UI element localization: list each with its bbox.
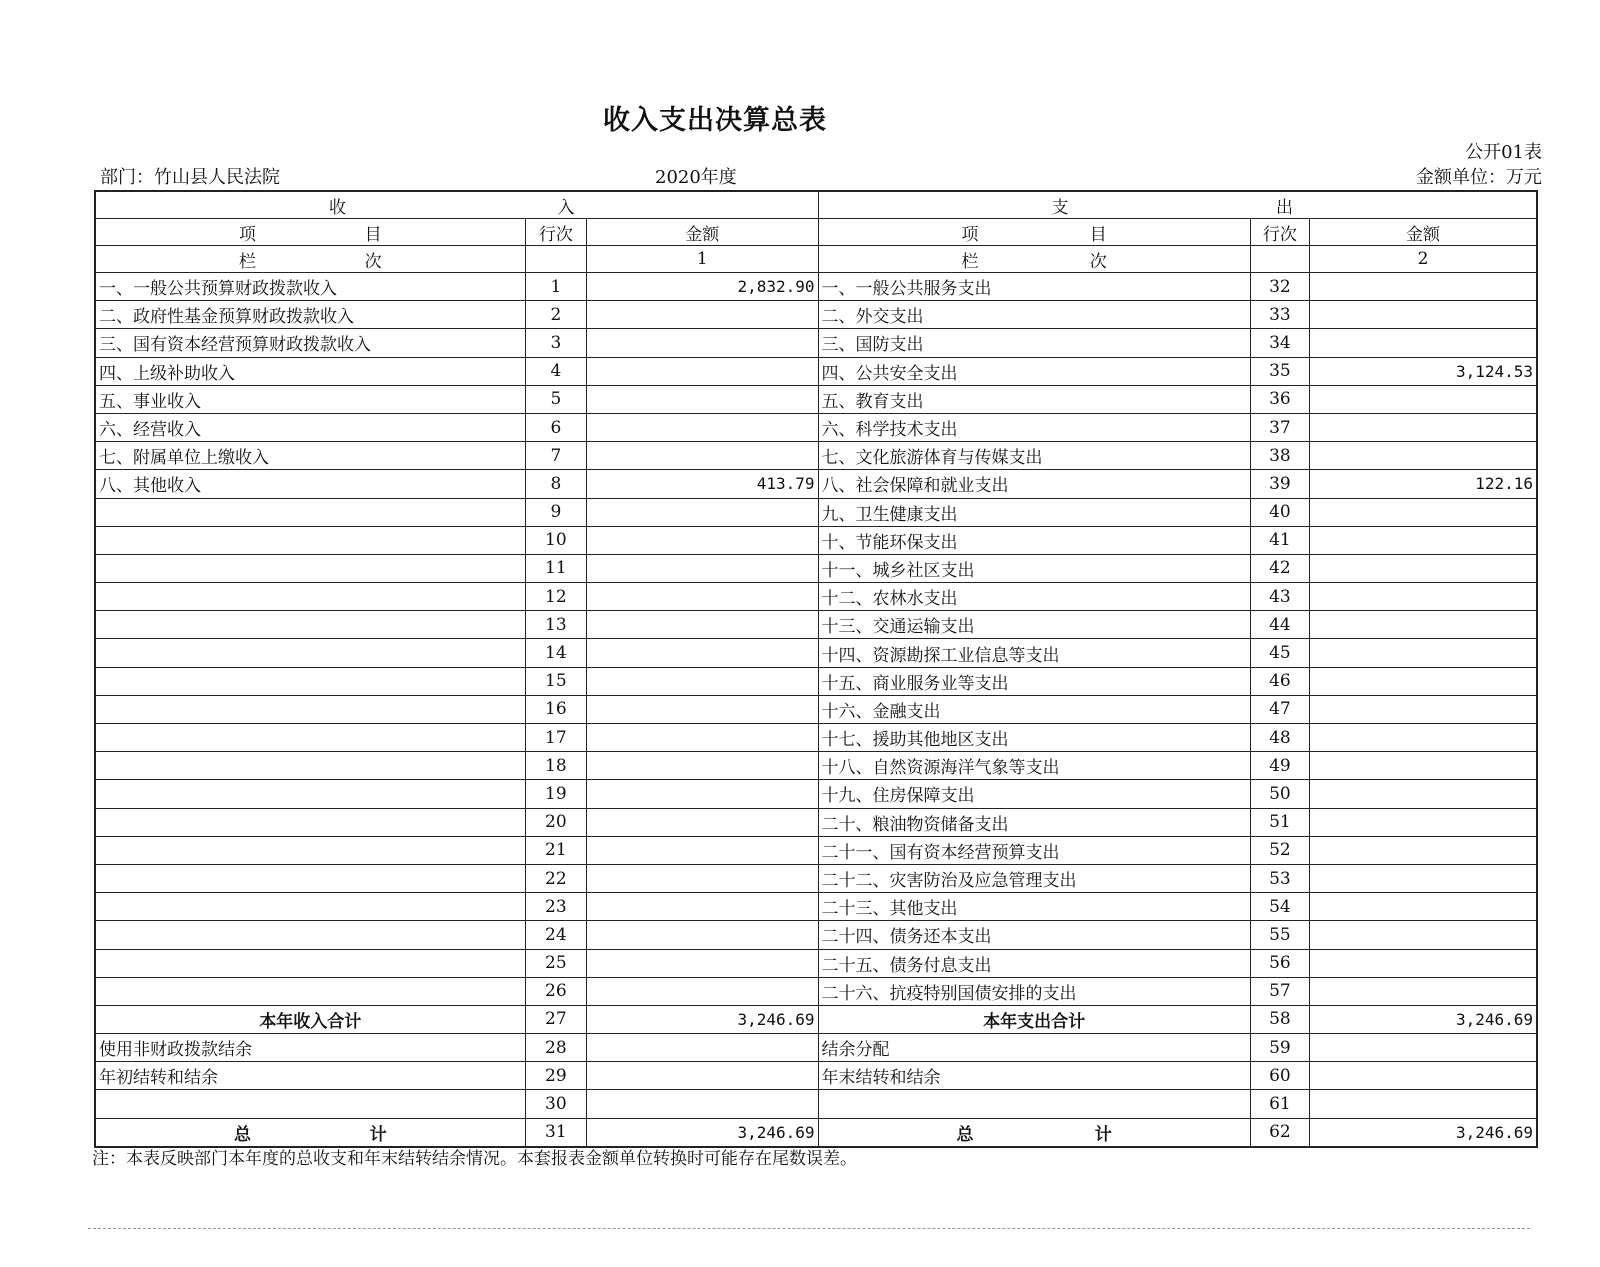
expense-total-label (818, 1118, 1250, 1147)
expense-amount-cell (1310, 385, 1537, 413)
expense-line-cell: 40 (1250, 498, 1309, 526)
expense-amount-cell (1310, 695, 1537, 723)
income-amount-cell (587, 357, 818, 385)
header-column-index-row (95, 246, 1537, 273)
income-item-header (95, 219, 525, 246)
income-amount-cell (587, 1034, 818, 1062)
table-row (95, 611, 1537, 639)
income-line-cell: 14 (525, 639, 586, 667)
expense-item-cell: 九、卫生健康支出 (818, 498, 1250, 526)
income-item-cell: 五、事业收入 (95, 385, 525, 413)
income-line-cell: 27 (525, 1005, 586, 1033)
income-line-cell: 19 (525, 780, 586, 808)
expense-item-cell: 一、一般公共服务支出 (818, 273, 1250, 301)
income-amount-cell: 413.79 (587, 470, 818, 498)
expense-amount-cell (1310, 977, 1537, 1005)
expense-amount-cell (1310, 301, 1537, 329)
expense-item-cell: 十七、援助其他地区支出 (818, 724, 1250, 752)
income-line-cell: 18 (525, 752, 586, 780)
expense-amount-cell (1310, 836, 1537, 864)
income-amount-cell (587, 329, 818, 357)
table-row (95, 921, 1537, 949)
income-amount-cell (587, 583, 818, 611)
income-line-cell: 16 (525, 695, 586, 723)
income-amount-cell (587, 442, 818, 470)
bottom-rule (88, 1228, 1530, 1229)
expense-amount-cell (1310, 639, 1537, 667)
income-item-cell: 六、经营收入 (95, 413, 525, 441)
table-row (95, 864, 1537, 892)
income-item-cell: 一、一般公共预算财政拨款收入 (95, 273, 525, 301)
total-char-2: 计 (369, 1124, 387, 1145)
form-code: 公开01表 (1465, 142, 1542, 163)
expense-amount-cell (1310, 611, 1537, 639)
expense-line-cell: 57 (1250, 977, 1309, 1005)
income-line-cell: 29 (525, 1062, 586, 1090)
col-label-char-2: 次 (364, 251, 382, 272)
income-item-cell: 四、上级补助收入 (95, 357, 525, 385)
income-amount-cell: 3,246.69 (587, 1005, 818, 1033)
item-header-char-1: 项 (239, 224, 256, 245)
expense-amount-cell (1310, 780, 1537, 808)
income-line-cell: 4 (525, 357, 586, 385)
income-section-header (95, 191, 818, 219)
expense-line-cell: 39 (1250, 470, 1309, 498)
year-label: 2020年度 (655, 167, 737, 188)
income-item-cell (95, 611, 525, 639)
expense-line-cell: 46 (1250, 667, 1309, 695)
expense-item-cell: 十五、商业服务业等支出 (818, 667, 1250, 695)
income-amount-cell (587, 385, 818, 413)
table-row (95, 752, 1537, 780)
header-column-row (95, 219, 1537, 246)
table-row (95, 413, 1537, 441)
expense-item-cell: 十九、住房保障支出 (818, 780, 1250, 808)
header-section-row (95, 191, 1537, 219)
expense-section-header (818, 191, 1537, 219)
expense-amount-cell (1310, 752, 1537, 780)
income-item-cell: 本年收入合计 (95, 1005, 525, 1033)
income-item-cell (95, 695, 525, 723)
income-line-cell: 21 (525, 836, 586, 864)
expense-line-cell: 53 (1250, 864, 1309, 892)
expense-amount-cell (1310, 667, 1537, 695)
income-item-cell (95, 498, 525, 526)
expense-amount-cell (1310, 949, 1537, 977)
total-char-2: 计 (1094, 1124, 1112, 1145)
expense-item-cell: 十四、资源勘探工业信息等支出 (818, 639, 1250, 667)
item-header-char-1: 项 (961, 224, 979, 245)
table-row (95, 442, 1537, 470)
expense-amount-cell (1310, 329, 1537, 357)
item-header-char-2: 目 (364, 224, 382, 245)
income-item-cell: 二、政府性基金预算财政拨款收入 (95, 301, 525, 329)
expense-amount-cell (1310, 1034, 1537, 1062)
expense-item-cell: 十二、农林水支出 (818, 583, 1250, 611)
income-line-cell: 20 (525, 808, 586, 836)
meta-row (100, 163, 1542, 187)
income-line-cell: 13 (525, 611, 586, 639)
income-line-cell: 17 (525, 724, 586, 752)
expense-item-cell: 二十一、国有资本经营预算支出 (818, 836, 1250, 864)
table-row (95, 301, 1537, 329)
expense-line-cell: 52 (1250, 836, 1309, 864)
expense-line-cell: 62 (1250, 1118, 1309, 1147)
table-row (95, 836, 1537, 864)
income-expense-table (94, 190, 1538, 1148)
income-item-cell (95, 554, 525, 582)
expense-line-cell: 33 (1250, 301, 1309, 329)
income-amount-cell (587, 413, 818, 441)
table-row (95, 1062, 1537, 1090)
expense-col-index-no: 2 (1310, 246, 1537, 273)
income-line-cell: 7 (525, 442, 586, 470)
expense-amount-cell (1310, 413, 1537, 441)
expense-line-cell: 59 (1250, 1034, 1309, 1062)
income-line-cell: 5 (525, 385, 586, 413)
expense-line-cell: 49 (1250, 752, 1309, 780)
expense-col-index-line (1250, 246, 1309, 273)
expense-item-cell: 十三、交通运输支出 (818, 611, 1250, 639)
expense-line-cell: 50 (1250, 780, 1309, 808)
expense-item-cell: 十八、自然资源海洋气象等支出 (818, 752, 1250, 780)
income-line-cell: 9 (525, 498, 586, 526)
income-item-cell (95, 667, 525, 695)
expense-item-cell: 四、公共安全支出 (818, 357, 1250, 385)
income-amount-cell (587, 526, 818, 554)
income-item-cell (95, 526, 525, 554)
income-total-amount: 3,246.69 (587, 1118, 818, 1147)
expense-item-cell: 十六、金融支出 (818, 695, 1250, 723)
income-amount-cell (587, 836, 818, 864)
income-item-cell (95, 949, 525, 977)
expense-amount-cell (1310, 498, 1537, 526)
income-line-cell: 22 (525, 864, 586, 892)
expense-total-amount: 3,246.69 (1310, 1118, 1537, 1147)
table-row (95, 583, 1537, 611)
item-header-char-2: 目 (1089, 224, 1107, 245)
income-item-cell: 七、附属单位上缴收入 (95, 442, 525, 470)
expense-line-cell: 32 (1250, 273, 1309, 301)
expense-amount-cell (1310, 442, 1537, 470)
expense-line-cell: 58 (1250, 1005, 1309, 1033)
expense-line-cell: 60 (1250, 1062, 1309, 1090)
col-label-char-2: 次 (1089, 251, 1107, 272)
income-amount-cell (587, 639, 818, 667)
table-row (95, 639, 1537, 667)
expense-line-cell: 42 (1250, 554, 1309, 582)
income-line-cell: 30 (525, 1090, 586, 1118)
income-amount-cell (587, 921, 818, 949)
expense-item-cell: 八、社会保障和就业支出 (818, 470, 1250, 498)
expense-line-cell: 34 (1250, 329, 1309, 357)
expense-amount-cell (1310, 526, 1537, 554)
expense-amount-cell (1310, 864, 1537, 892)
total-char-1: 总 (234, 1124, 251, 1145)
footnote: 注：本表反映部门本年度的总收支和年末结转结余情况。本套报表金额单位转换时可能存在尾数误差。 (92, 1149, 857, 1169)
income-item-cell: 年初结转和结余 (95, 1062, 525, 1090)
expense-line-cell: 51 (1250, 808, 1309, 836)
table-row (95, 526, 1537, 554)
expense-amount-cell (1310, 1062, 1537, 1090)
table-row (95, 667, 1537, 695)
expense-item-cell: 本年支出合计 (818, 1005, 1250, 1033)
income-header-char-1: 收 (329, 197, 346, 218)
expense-amount-cell (1310, 583, 1537, 611)
table-row (95, 329, 1537, 357)
income-line-cell: 3 (525, 329, 586, 357)
expense-item-cell: 年末结转和结余 (818, 1062, 1250, 1090)
income-amount-cell (587, 864, 818, 892)
expense-header-char-1: 支 (1051, 197, 1069, 218)
income-amount-cell (587, 780, 818, 808)
income-item-cell (95, 752, 525, 780)
income-item-cell: 三、国有资本经营预算财政拨款收入 (95, 329, 525, 357)
income-line-cell: 12 (525, 583, 586, 611)
expense-item-cell: 十一、城乡社区支出 (818, 554, 1250, 582)
expense-item-cell: 十、节能环保支出 (818, 526, 1250, 554)
expense-line-cell: 43 (1250, 583, 1309, 611)
expense-line-cell: 38 (1250, 442, 1309, 470)
expense-line-cell: 48 (1250, 724, 1309, 752)
income-amount-cell (587, 1062, 818, 1090)
expense-line-cell: 36 (1250, 385, 1309, 413)
income-line-cell: 10 (525, 526, 586, 554)
table-row (95, 977, 1537, 1005)
income-amount-cell (587, 893, 818, 921)
income-amount-cell (587, 1090, 818, 1118)
income-item-cell (95, 864, 525, 892)
income-item-cell: 八、其他收入 (95, 470, 525, 498)
expense-amount-cell: 3,246.69 (1310, 1005, 1537, 1033)
income-line-cell: 25 (525, 949, 586, 977)
income-line-cell: 15 (525, 667, 586, 695)
expense-item-cell: 二十六、抗疫特别国债安排的支出 (818, 977, 1250, 1005)
income-total-label (95, 1118, 525, 1147)
table-row (95, 893, 1537, 921)
income-item-cell (95, 808, 525, 836)
income-amount-cell (587, 724, 818, 752)
expense-amount-cell (1310, 273, 1537, 301)
income-item-cell (95, 921, 525, 949)
income-col-index-no: 1 (587, 246, 818, 273)
expense-line-cell: 61 (1250, 1090, 1309, 1118)
table-row (95, 554, 1537, 582)
income-item-cell (95, 639, 525, 667)
income-item-cell (95, 583, 525, 611)
income-line-cell: 8 (525, 470, 586, 498)
expense-item-cell: 二十四、债务还本支出 (818, 921, 1250, 949)
income-amount-cell (587, 667, 818, 695)
income-amount-cell (587, 498, 818, 526)
income-line-cell: 24 (525, 921, 586, 949)
total-row (95, 1118, 1537, 1147)
unit-label: 金额单位：万元 (1416, 167, 1542, 188)
income-amount-cell (587, 554, 818, 582)
table-row (95, 724, 1537, 752)
income-line-cell: 6 (525, 413, 586, 441)
income-item-cell (95, 1090, 525, 1118)
income-amount-cell (587, 977, 818, 1005)
expense-line-cell: 56 (1250, 949, 1309, 977)
expense-header-char-2: 出 (1276, 197, 1293, 218)
table-row (95, 780, 1537, 808)
expense-item-cell: 五、教育支出 (818, 385, 1250, 413)
income-line-cell: 26 (525, 977, 586, 1005)
expense-amount-header: 金额 (1310, 219, 1537, 246)
expense-item-cell: 六、科学技术支出 (818, 413, 1250, 441)
expense-item-cell: 七、文化旅游体育与传媒支出 (818, 442, 1250, 470)
income-amount-cell (587, 301, 818, 329)
income-col-index-line (525, 246, 586, 273)
income-line-cell: 1 (525, 273, 586, 301)
table-row (95, 385, 1537, 413)
income-amount-header: 金额 (587, 219, 818, 246)
expense-amount-cell (1310, 554, 1537, 582)
table-row (95, 470, 1537, 498)
expense-amount-cell (1310, 921, 1537, 949)
expense-line-cell: 41 (1250, 526, 1309, 554)
income-item-cell: 使用非财政拨款结余 (95, 1034, 525, 1062)
income-amount-cell: 2,832.90 (587, 273, 818, 301)
table-row (95, 273, 1537, 301)
page-title: 收入支出决算总表 (603, 105, 827, 136)
expense-item-cell (818, 1090, 1250, 1118)
table-row (95, 498, 1537, 526)
table-row (95, 695, 1537, 723)
table-row (95, 357, 1537, 385)
income-header-char-2: 入 (557, 197, 575, 218)
income-amount-cell (587, 808, 818, 836)
expense-line-header: 行次 (1250, 219, 1309, 246)
expense-amount-cell (1310, 808, 1537, 836)
expense-item-cell: 二十五、债务付息支出 (818, 949, 1250, 977)
income-amount-cell (587, 695, 818, 723)
income-item-cell (95, 836, 525, 864)
expense-line-cell: 47 (1250, 695, 1309, 723)
income-line-header: 行次 (525, 219, 586, 246)
table-row (95, 808, 1537, 836)
income-line-cell: 23 (525, 893, 586, 921)
income-amount-cell (587, 949, 818, 977)
expense-line-cell: 44 (1250, 611, 1309, 639)
subtotal-row (95, 1005, 1537, 1033)
expense-amount-cell (1310, 724, 1537, 752)
income-line-cell: 28 (525, 1034, 586, 1062)
table-row (95, 949, 1537, 977)
expense-item-cell: 结余分配 (818, 1034, 1250, 1062)
expense-line-cell: 35 (1250, 357, 1309, 385)
expense-item-cell: 二、外交支出 (818, 301, 1250, 329)
expense-amount-cell: 3,124.53 (1310, 357, 1537, 385)
income-item-cell (95, 893, 525, 921)
expense-item-cell: 二十二、灾害防治及应急管理支出 (818, 864, 1250, 892)
income-amount-cell (587, 752, 818, 780)
col-label-char-1: 栏 (239, 251, 256, 272)
income-item-cell (95, 724, 525, 752)
income-amount-cell (587, 611, 818, 639)
expense-item-cell: 二十三、其他支出 (818, 893, 1250, 921)
income-line-cell: 2 (525, 301, 586, 329)
table-row (95, 1090, 1537, 1118)
expense-line-cell: 45 (1250, 639, 1309, 667)
expense-item-header (818, 219, 1250, 246)
expense-amount-cell (1310, 1090, 1537, 1118)
department-label: 部门：竹山县人民法院 (100, 167, 280, 188)
expense-amount-cell: 122.16 (1310, 470, 1537, 498)
expense-item-cell: 三、国防支出 (818, 329, 1250, 357)
income-item-cell (95, 780, 525, 808)
expense-col-index-label (818, 246, 1250, 273)
expense-item-cell: 二十、粮油物资储备支出 (818, 808, 1250, 836)
expense-line-cell: 55 (1250, 921, 1309, 949)
col-label-char-1: 栏 (961, 251, 979, 272)
income-line-cell: 11 (525, 554, 586, 582)
expense-amount-cell (1310, 893, 1537, 921)
income-col-index-label (95, 246, 525, 273)
total-char-1: 总 (956, 1124, 974, 1145)
income-item-cell (95, 977, 525, 1005)
expense-line-cell: 54 (1250, 893, 1309, 921)
expense-line-cell: 37 (1250, 413, 1309, 441)
table-row (95, 1034, 1537, 1062)
income-line-cell: 31 (525, 1118, 586, 1147)
